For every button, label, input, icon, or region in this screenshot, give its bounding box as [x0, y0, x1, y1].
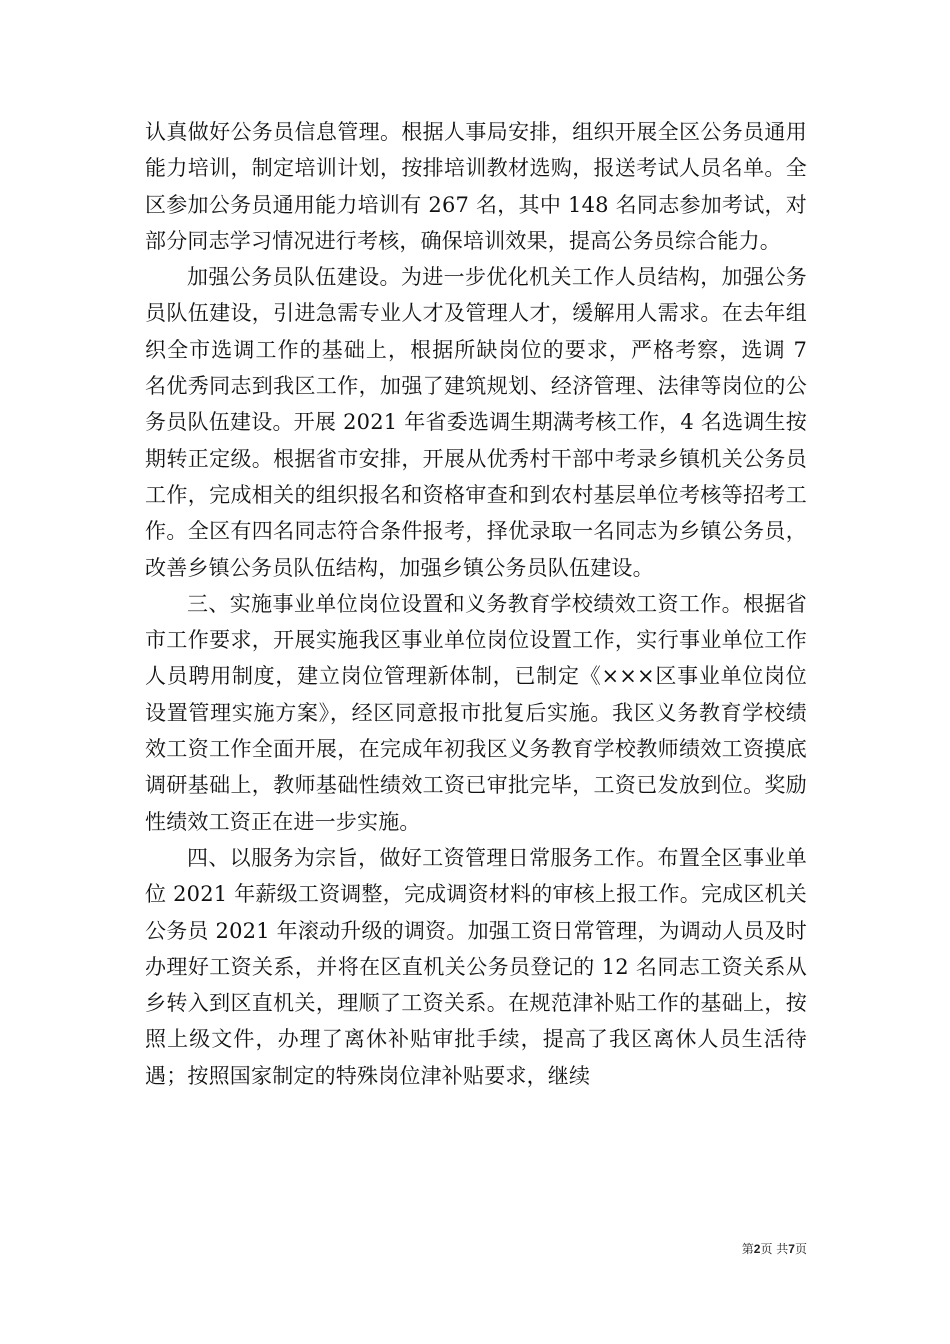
paragraph-section-four: 四、以服务为宗旨，做好工资管理日常服务工作。布置全区事业单位 2021 年薪级工资调整，完成调资材料的审核上报工作。完成区机关公务员 2021 年滚动升级的调资。加强工资日常管理，为调动人员及时办理好工资关系，并将在区直机关公务员登记的 12 名同志工资关系从乡转入到区直机关，理顺了工资关系。在规范津补贴工作的基础上，按照上级文件，办理了离休补贴审批手续，提高了我区离休人员生活待遇；按照国家制定的特殊岗位津补贴要求，继续	[145, 845, 807, 1088]
footer-current-page: 2	[753, 1242, 761, 1256]
footer-middle: 页 共	[760, 1242, 789, 1256]
footer-total-pages: 7	[788, 1242, 795, 1256]
paragraph-civil-servant-team: 加强公务员队伍建设。为进一步优化机关工作人员结构，加强公务员队伍建设，引进急需专业人才及管理人才，缓解用人需求。在去年组织全市选调工作的基础上，根据所缺岗位的要求，严格考察，选调 7 名优秀同志到我区工作，加强了建筑规划、经济管理、法律等岗位的公务员队伍建设。开展 2021 年省委选调生期满考核工作，4 名选调生按期转正定级。根据省市安排，开展从优秀村干部中考录乡镇机关公务员工作，完成相关的组织报名和资格审查和到农村基层单位考核等招考工作。全区有四名同志符合条件报考，择优录取一名同志为乡镇公务员，改善乡镇公务员队伍结构，加强乡镇公务员队伍建设。	[145, 265, 807, 580]
document-body	[145, 114, 807, 1094]
paragraph-section-three: 三、实施事业单位岗位设置和义务教育学校绩效工资工作。根据省市工作要求，开展实施我区事业单位岗位设置工作，实行事业单位工作人员聘用制度，建立岗位管理新体制，已制定《×××区事业单位岗位设置管理实施方案》，经区同意报市批复后实施。我区义务教育学校绩效工资工作全面开展，在完成年初我区义务教育学校教师绩效工资摸底调研基础上，教师基础性绩效工资已审批完毕，工资已发放到位。奖励性绩效工资正在进一步实施。	[145, 591, 807, 834]
page-number-footer	[680, 1241, 807, 1257]
footer-prefix: 第	[741, 1242, 754, 1256]
footer-suffix: 页	[794, 1242, 807, 1256]
paragraph-continuation: 认真做好公务员信息管理。根据人事局安排，组织开展全区公务员通用能力培训，制定培训计划，按排培训教材选购，报送考试人员名单。全区参加公务员通用能力培训有 267 名，其中 148 名同志参加考试，对部分同志学习情况进行考核，确保培训效果，提高公务员综合能力。	[145, 120, 807, 253]
